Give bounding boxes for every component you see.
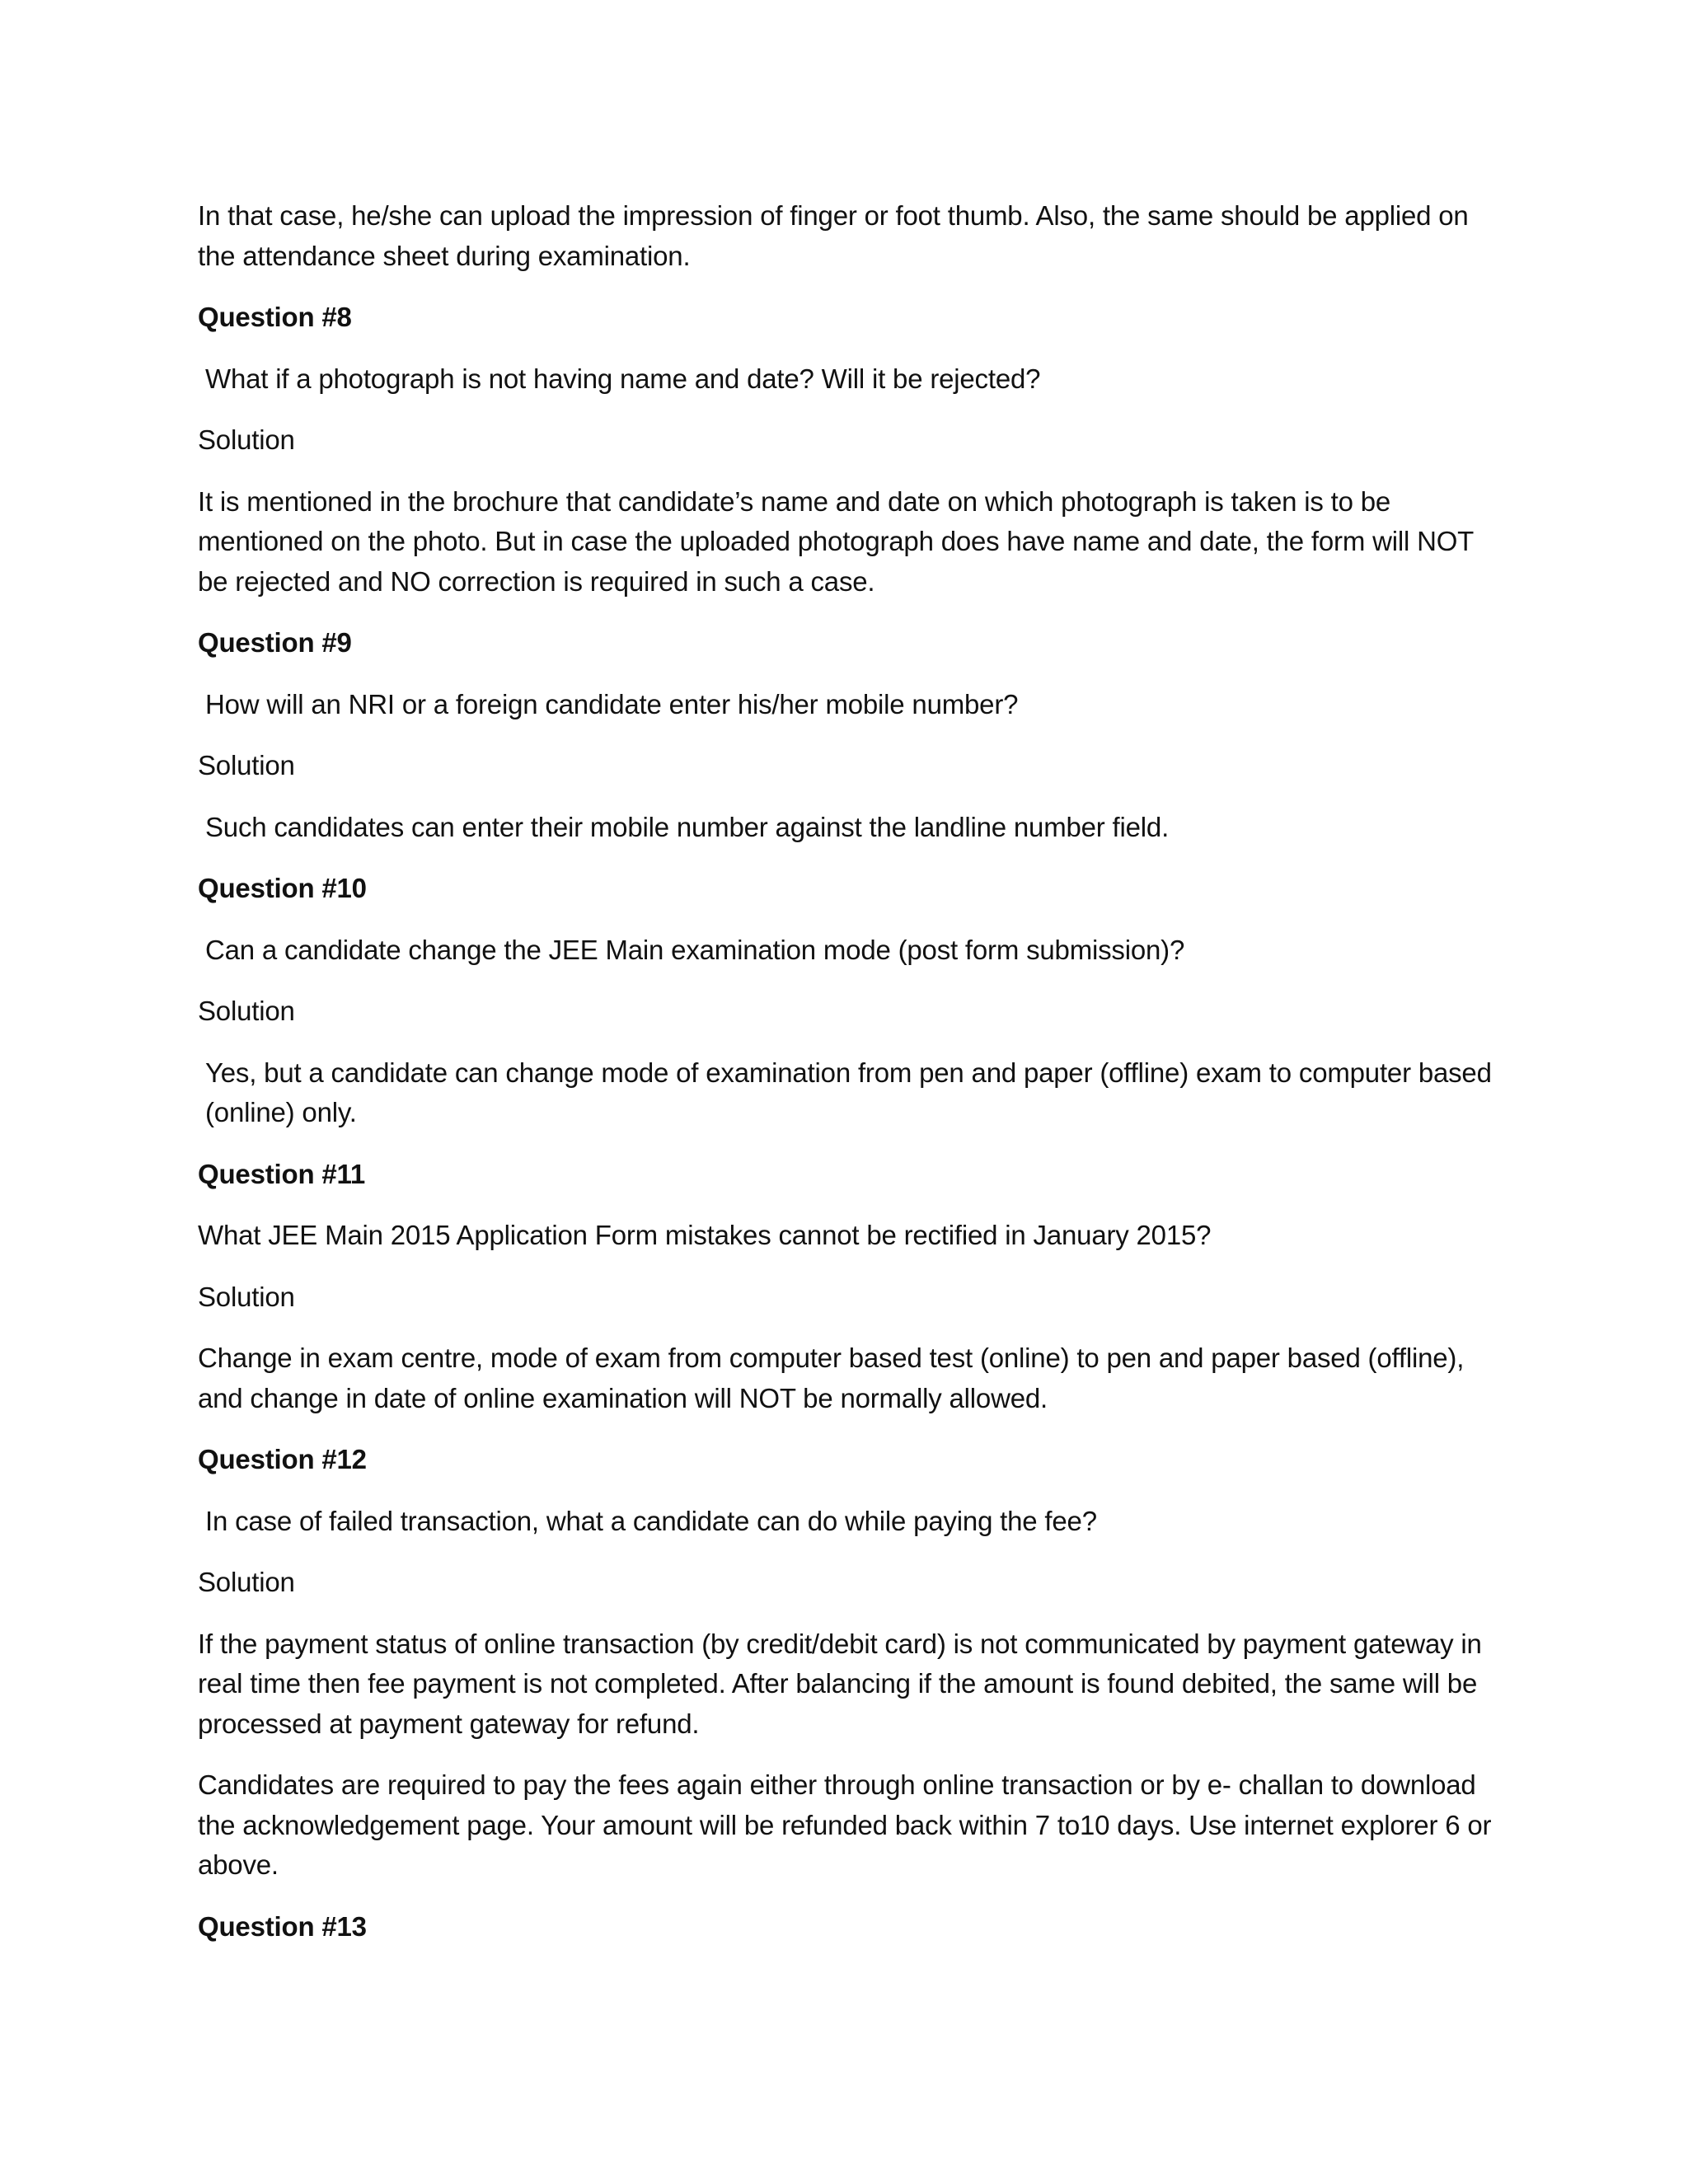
question-11-solution: Change in exam centre, mode of exam from computer based test (online) to pen and paper based (offline), and change in date of online examination will NOT be normally allowed. <box>198 1343 1465 1413</box>
solution-label: Solution <box>198 750 295 780</box>
question-10-heading: Question #10 <box>198 873 367 903</box>
question-10-solution: Yes, but a candidate can change mode of examination from pen and paper (offline) exam to computer based (online) only. <box>205 1057 1492 1127</box>
question-11-text: What JEE Main 2015 Application Form mistakes cannot be rectified in January 2015? <box>198 1220 1212 1250</box>
question-8-heading: Question #8 <box>198 302 352 332</box>
solution-label: Solution <box>198 1567 295 1597</box>
question-10-text: Can a candidate change the JEE Main examination mode (post form submission)? <box>205 934 1185 965</box>
question-9-text: How will an NRI or a foreign candidate enter his/her mobile number? <box>205 688 1019 719</box>
question-13-heading: Question #13 <box>198 1910 367 1942</box>
question-12-solution-part-1: If the payment status of online transaction (by credit/debit card) is not communicated by payment gateway in real time then fee payment is not completed. After balancing if the amount is found debited, the same will be processed at payment gateway for refund. <box>198 1628 1482 1739</box>
solution-label: Solution <box>198 1281 295 1312</box>
question-8-text: What if a photograph is not having name and date? Will it be rejected? <box>205 363 1041 394</box>
document-page <box>198 196 1492 1968</box>
question-8-solution: It is mentioned in the brochure that candidate’s name and date on which photograph is taken is to be mentioned on the photo. But in case the uploaded photograph does have name and date, the form will NOT be rejected and NO correction is required in such a case. <box>198 485 1474 597</box>
paragraph-thumb-impression: In that case, he/she can upload the impression of finger or foot thumb. Also, the same should be applied on the attendance sheet during examination. <box>198 200 1469 271</box>
solution-label: Solution <box>198 996 295 1026</box>
question-12-solution-part-2: Candidates are required to pay the fees again either through online transaction or by e- challan to download the acknowledgement page. Your amount will be refunded back within 7 to10 days. Use internet explorer 6 or above. <box>198 1769 1492 1880</box>
question-12-heading: Question #12 <box>198 1444 367 1474</box>
question-12-text: In case of failed transaction, what a candidate can do while paying the fee? <box>205 1505 1097 1536</box>
question-9-solution: Such candidates can enter their mobile number against the landline number field. <box>205 811 1170 842</box>
question-9-heading: Question #9 <box>198 627 352 658</box>
solution-label: Solution <box>198 424 295 455</box>
question-11-heading: Question #11 <box>198 1158 366 1189</box>
